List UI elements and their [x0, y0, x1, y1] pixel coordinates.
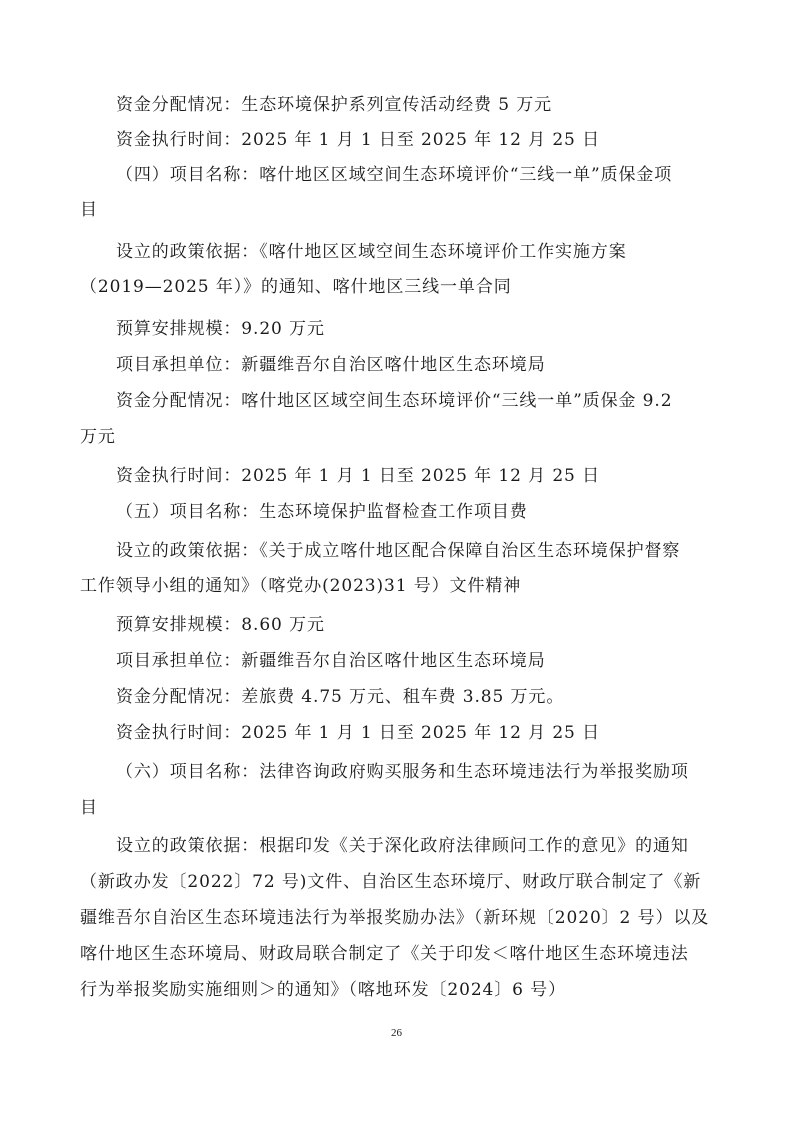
text-line: 疆维吾尔自治区生态环境违法行为举报奖励办法》（新环规〔2020〕2 号）以及: [80, 908, 710, 928]
text-line: 资金分配情况：差旅费 4.75 万元、租车费 3.85 万元。: [116, 687, 565, 707]
text-line: 预算安排规模：9.20 万元: [116, 319, 325, 339]
text-line: 预算安排规模：8.60 万元: [116, 615, 325, 635]
text-line: 设立的政策依据：《喀什地区区域空间生态环境评价工作实施方案: [116, 242, 627, 262]
text-line: 资金执行时间：2025 年 1 月 1 日至 2025 年 12 月 25 日: [116, 130, 600, 150]
text-line: 喀什地区生态环境局、财政局联合制定了《关于印发＜喀什地区生态环境违法: [80, 944, 689, 964]
text-line: 设立的政策依据：《关于成立喀什地区配合保障自治区生态环境保护督察: [116, 541, 681, 561]
text-line: 目: [80, 200, 98, 220]
text-line: 资金分配情况：喀什地区区域空间生态环境评价“三线一单”质保金 9.2: [116, 391, 673, 411]
text-line: 设立的政策依据：根据印发《关于深化政府法律顾问工作的意见》的通知: [116, 836, 689, 856]
page-number: 26: [391, 1027, 402, 1039]
text-line: 项目承担单位：新疆维吾尔自治区喀什地区生态环境局: [116, 651, 546, 671]
text-line: 万元: [80, 427, 116, 447]
text-line: （新政办发〔2022〕72 号)文件、自治区生态环境厅、财政厅联合制定了《新: [80, 872, 702, 892]
text-line: 项目承担单位：新疆维吾尔自治区喀什地区生态环境局: [116, 355, 546, 375]
text-line: 目: [80, 798, 98, 818]
section-heading: （六）项目名称：法律咨询政府购买服务和生态环境违法行为举报奖励项: [116, 762, 689, 782]
text-line: 工作领导小组的通知》（喀党办(2023)31 号）文件精神: [80, 576, 522, 596]
text-line: （2019—2025 年）》的通知、喀什地区三线一单合同: [80, 277, 512, 297]
section-heading: （四）项目名称：喀什地区区域空间生态环境评价“三线一单”质保金项: [116, 165, 673, 185]
text-line: 资金执行时间：2025 年 1 月 1 日至 2025 年 12 月 25 日: [116, 466, 600, 486]
text-line: 资金分配情况：生态环境保护系列宣传活动经费 5 万元: [116, 95, 553, 115]
section-heading: （五）项目名称：生态环境保护监督检查工作项目费: [116, 502, 528, 522]
text-line: 行为举报奖励实施细则＞的通知》（喀地环发〔2024〕6 号）: [80, 980, 566, 1000]
text-line: 资金执行时间：2025 年 1 月 1 日至 2025 年 12 月 25 日: [116, 723, 600, 743]
